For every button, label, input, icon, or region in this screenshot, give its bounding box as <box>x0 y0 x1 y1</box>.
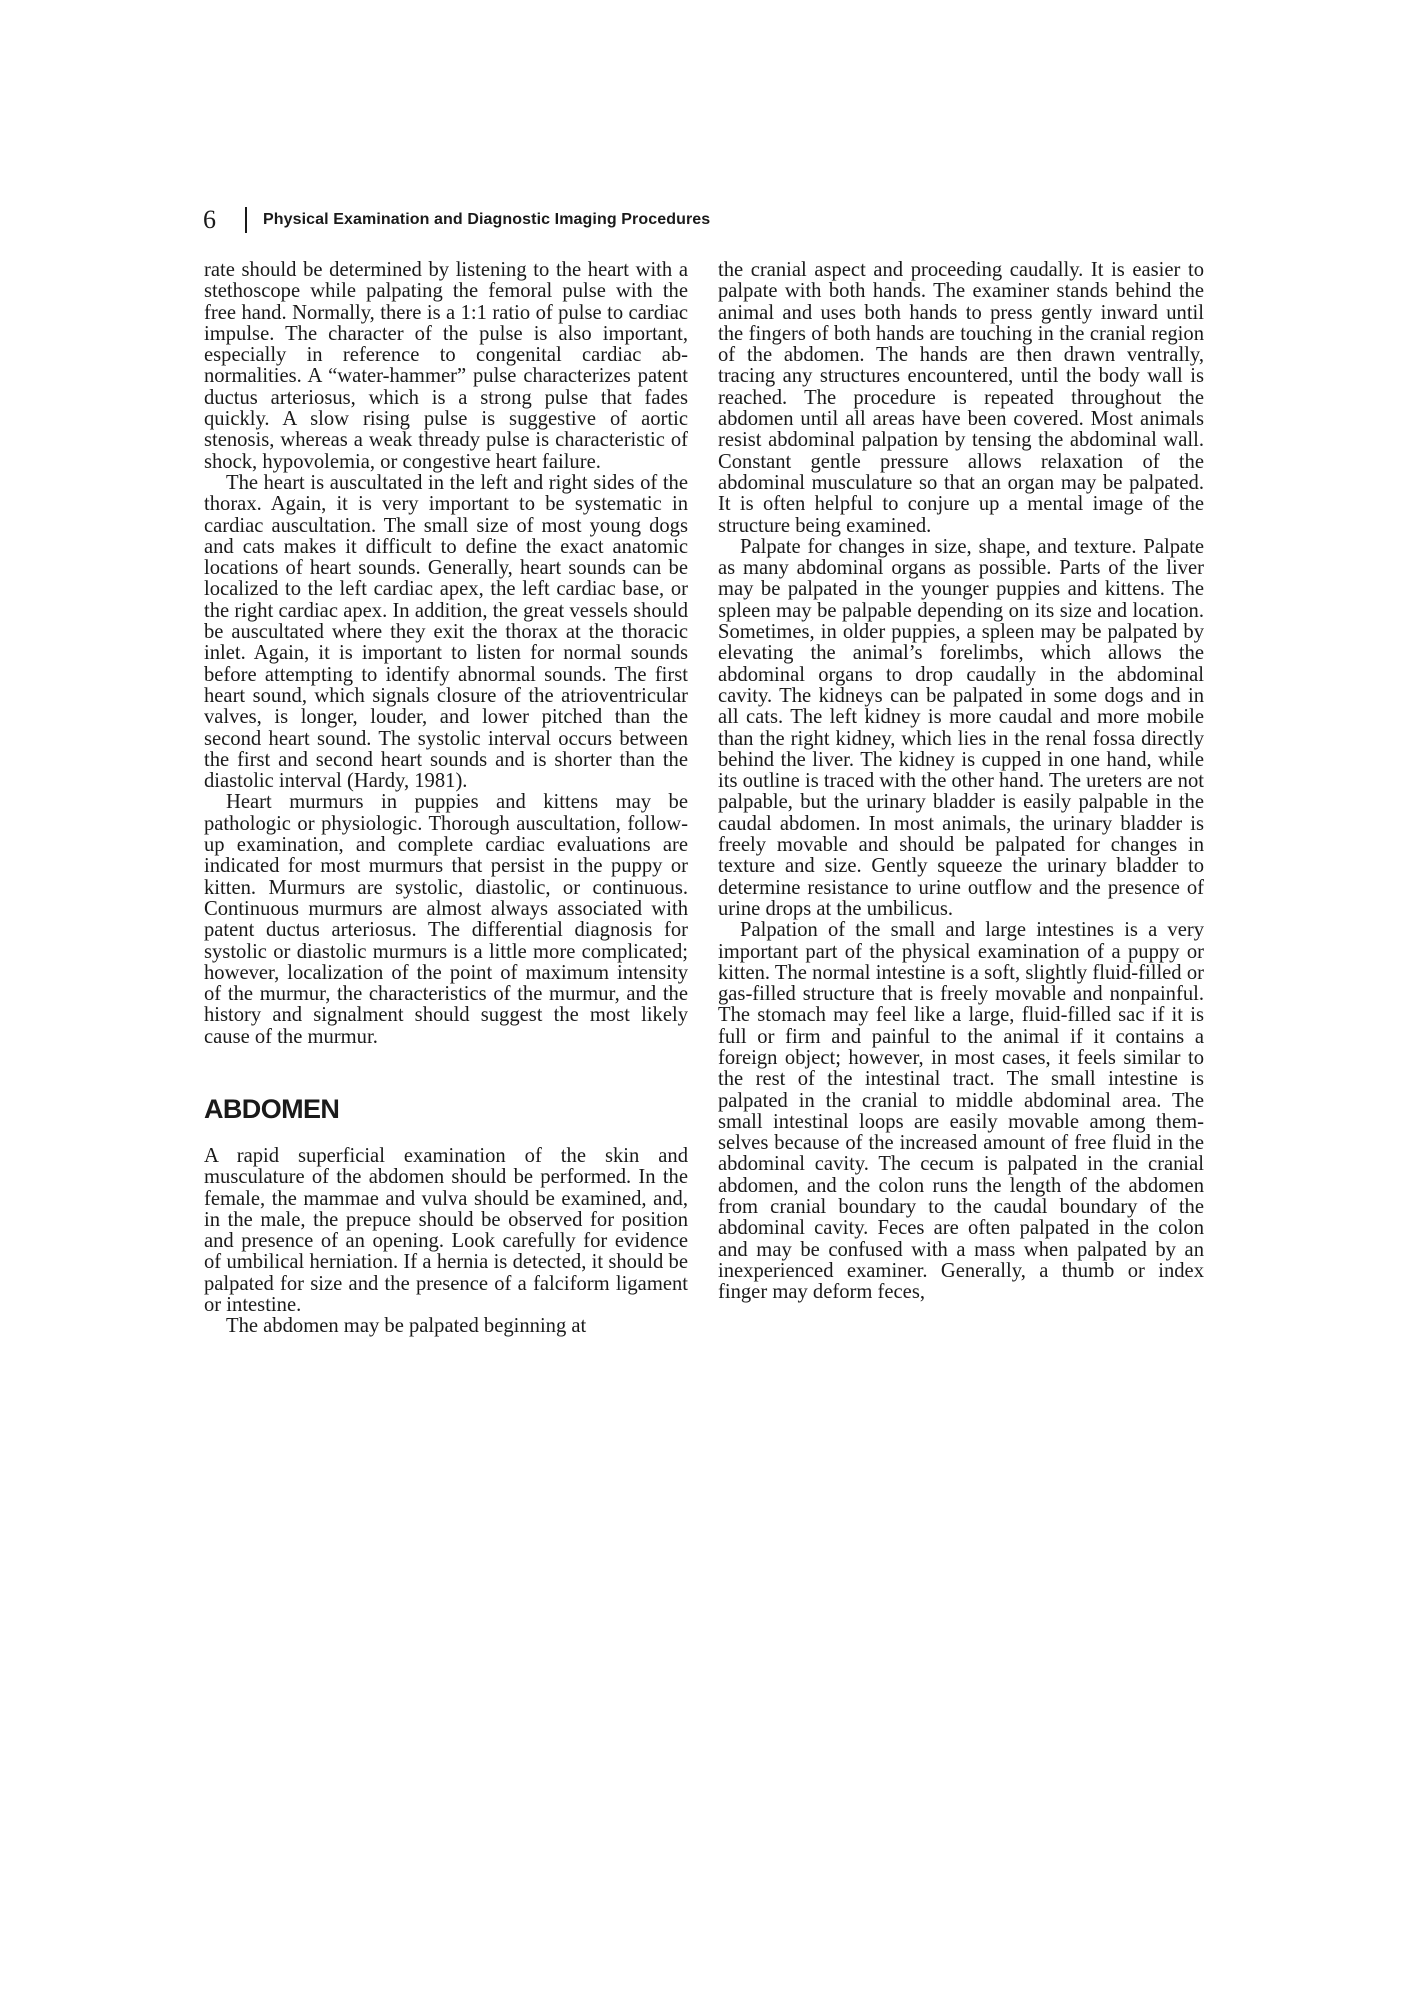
paragraph-heart-murmurs: Heart murmurs in puppies and kittens may be pathologic or physiologic. Thorough auscultation, follow-up examination, and complete cardiac evaluations are indicated for most murmurs that persist in the puppy or kitten. Murmurs are systolic, diastolic, or continuous. Continuous murmurs are almost always associated with patent ductus arteriosus. The differential diagnosis for systolic or diastolic murmurs is a little more complicated; however, localization of the point of maximum intensity of the murmur, the characteristics of the murmur, and the history and signalment should suggest the most likely cause of the murmur. <box>204 791 688 1048</box>
paragraph-palpation-procedure: the cranial aspect and proceeding caudally. It is easier to palpate with both hands. The examiner stands behind the animal and uses both hands to press gently inward until the fingers of both hands are touching in the cranial region of the abdomen. The hands are then drawn ventrally, tracing any structures encountered, until the body wall is reached. The procedure is repeated throughout the abdomen until all areas have been covered. Most animals resist abdominal palpation by tensing the abdominal wall. Constant gentle pressure allows relaxation of the abdominal musculature so that an organ may be palpated. It is often helpful to conjure up a mental image of the structure being examined. <box>718 259 1204 537</box>
running-header <box>203 203 710 237</box>
paragraph-heart-auscultation: The heart is auscultated in the left and right sides of the thorax. Again, it is very important to be systematic in cardiac auscultation. The small size of most young dogs and cats makes it difficult to define the exact anatomic locations of heart sounds. Generally, heart sounds can be localized to the left cardiac apex, the left cardiac base, or the right cardiac apex. In addition, the great vessels should be auscultated where they exit the thorax at the thoracic inlet. Again, it is important to listen for normal sounds before attempting to identify abnormal sounds. The first heart sound, which signals closure of the atrioventricular valves, is longer, louder, and lower pitched than the second heart sound. The systolic interval occurs between the first and second heart sounds and is shorter than the diastolic interval (Hardy, 1981). <box>204 471 688 793</box>
paragraph-organ-palpation: Palpate for changes in size, shape, and texture. Palpate as many abdominal organs as possible. Parts of the liver may be palpated in the younger puppies and kittens. The spleen may be palpable depending on its size and location. Sometimes, in older puppies, a spleen may be palpated by elevating the animal’s forelimbs, which allows the abdominal organs to drop caudally in the abdominal cavity. The kidneys can be palpated in some dogs and in all cats. The left kidney is more caudal and more mobile than the right kidney, which lies in the renal fossa directly behind the liver. The kidney is cupped in one hand, while its outline is traced with the other hand. The ureters are not palpable, but the urinary bladder is easily palpable in the caudal abdomen. In most animals, the urinary bladder is freely movable and should be palpated for changes in texture and size. Gently squeeze the urinary bladder to determine resistance to urine outflow and the presence of urine drops at the umbilicus. <box>718 535 1204 920</box>
paragraph-abdomen-palpation-start: The abdomen may be palpated beginning at <box>226 1315 587 1338</box>
left-column <box>204 260 688 1338</box>
paragraph-pulse: rate should be determined by listening to the heart with a stethoscope while palpating the femoral pulse with the free hand. Normally, there is a 1:1 ratio of pulse to cardiac impulse. The character of the pulse is also important, especially in reference to congenital cardiac abnormalities. A “water-hammer” pulse characterizes patent ductus arteriosus, which is a strong pulse that fades quickly. A slow rising pulse is suggestive of aortic stenosis, whereas a weak thready pulse is characteristic of shock, hypovolemia, or congestive heart failure. <box>204 259 688 473</box>
paragraph-intestine-palpation: Palpation of the small and large intestines is a very important part of the physical examination of a puppy or kitten. The normal intestine is a soft, slightly fluid-filled or gas-filled structure that is freely movable and nonpainful. The stomach may feel like a large, fluid-filled sac if it is full or firm and painful to the animal if it contains a foreign object; however, in most cases, it feels similar to the rest of the intestinal tract. The small intestine is palpated in the cranial to middle abdominal area. The small intestinal loops are easily movable among themselves because of the increased amount of free fluid in the abdominal cavity. The cecum is palpated in the cranial abdomen, and the colon runs the length of the abdomen from cranial boundary to the caudal boundary of the abdominal cavity. Feces are often palpated in the colon and may be confused with a mass when palpated by an inexperienced examiner. Generally, a thumb or index finger may deform feces, <box>718 919 1204 1304</box>
section-heading-abdomen: ABDOMEN <box>204 1093 340 1124</box>
running-title: Physical Examination and Diagnostic Imaging Procedures <box>263 211 711 228</box>
paragraph-abdomen-superficial: A rapid superficial examination of the skin and musculature of the abdomen should be performed. In the female, the mammae and vulva should be examined, and, in the male, the prepuce should be observed for position and presence of an opening. Look carefully for evidence of umbilical herniation. If a hernia is detected, it should be palpated for size and the presence of a falciform ligament or intestine. <box>204 1144 688 1317</box>
header-divider <box>245 207 247 233</box>
right-column <box>718 260 1204 1304</box>
page-number: 6 <box>203 205 216 234</box>
